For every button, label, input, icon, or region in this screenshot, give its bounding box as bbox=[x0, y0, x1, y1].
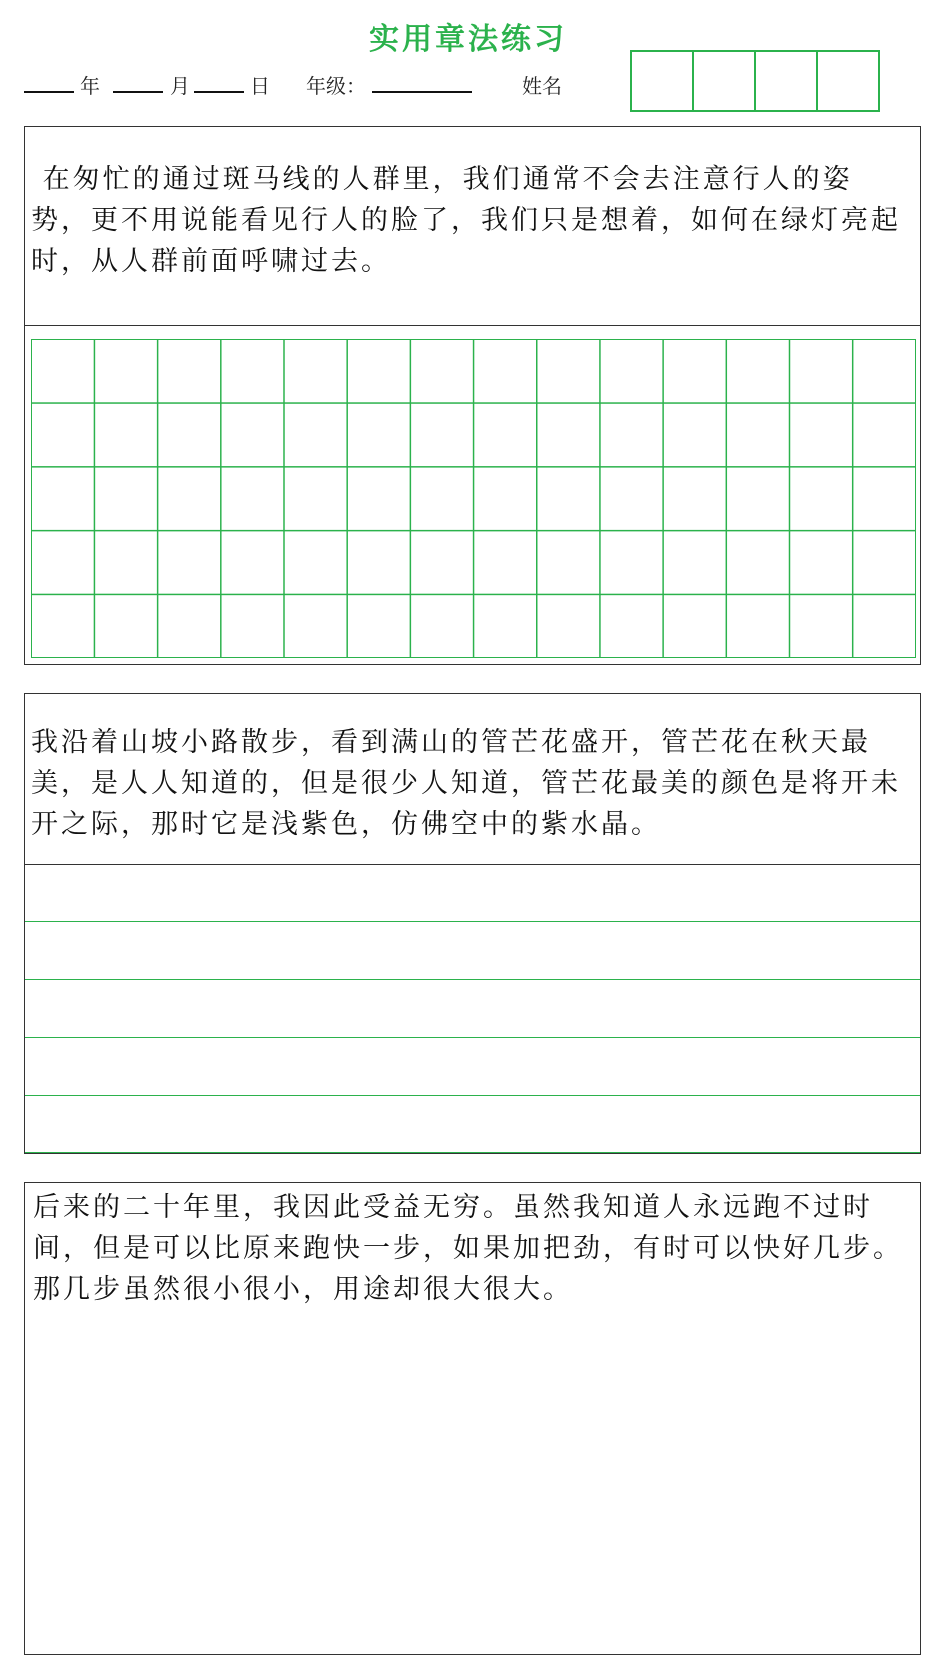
ruled-line bbox=[25, 1037, 920, 1038]
day-blank[interactable] bbox=[194, 91, 244, 93]
name-label: 姓名 bbox=[522, 74, 562, 98]
section-divider bbox=[25, 325, 920, 326]
name-boxes bbox=[630, 50, 880, 112]
ruled-line bbox=[25, 1095, 920, 1096]
day-label: 日 bbox=[250, 74, 270, 98]
page-title: 实用章法练习 bbox=[369, 22, 567, 57]
name-box[interactable] bbox=[818, 52, 878, 110]
section-line-practice bbox=[24, 693, 921, 1154]
year-label: 年 bbox=[80, 74, 100, 98]
ruled-line bbox=[25, 979, 920, 980]
month-blank[interactable] bbox=[113, 91, 163, 93]
section-divider bbox=[25, 864, 920, 865]
passage-text: 我沿着山坡小路散步，看到满山的管芒花盛开，管芒花在秋天最美，是人人知道的，但是很少人知道，管芒花最美的颜色是将开未开之际，那时它是浅紫色，仿佛空中的紫水晶。 bbox=[31, 727, 901, 840]
name-box[interactable] bbox=[632, 52, 694, 110]
month-label: 月 bbox=[170, 74, 190, 98]
writing-grid[interactable] bbox=[31, 339, 916, 658]
grade-blank[interactable] bbox=[372, 91, 472, 93]
grade-label: 年级： bbox=[306, 74, 366, 98]
passage-text: 在匆忙的通过斑马线的人群里，我们通常不会去注意行人的姿势，更不用说能看见行人的脸了，我们只是想着，如何在绿灯亮起时，从人群前面呼啸过去。 bbox=[31, 164, 901, 277]
ruled-line bbox=[25, 1152, 920, 1153]
section-free-writing[interactable] bbox=[24, 1182, 921, 1655]
passage-text: 后来的二十年里，我因此受益无穷。虽然我知道人永远跑不过时间，但是可以比原来跑快一步，如果加把劲，有时可以快好几步。那几步虽然很小很小，用途却很大很大。 bbox=[33, 1192, 903, 1305]
name-box[interactable] bbox=[694, 52, 756, 110]
name-box[interactable] bbox=[756, 52, 818, 110]
year-blank[interactable] bbox=[24, 91, 74, 93]
ruled-line bbox=[25, 921, 920, 922]
section-grid-practice bbox=[24, 126, 921, 665]
